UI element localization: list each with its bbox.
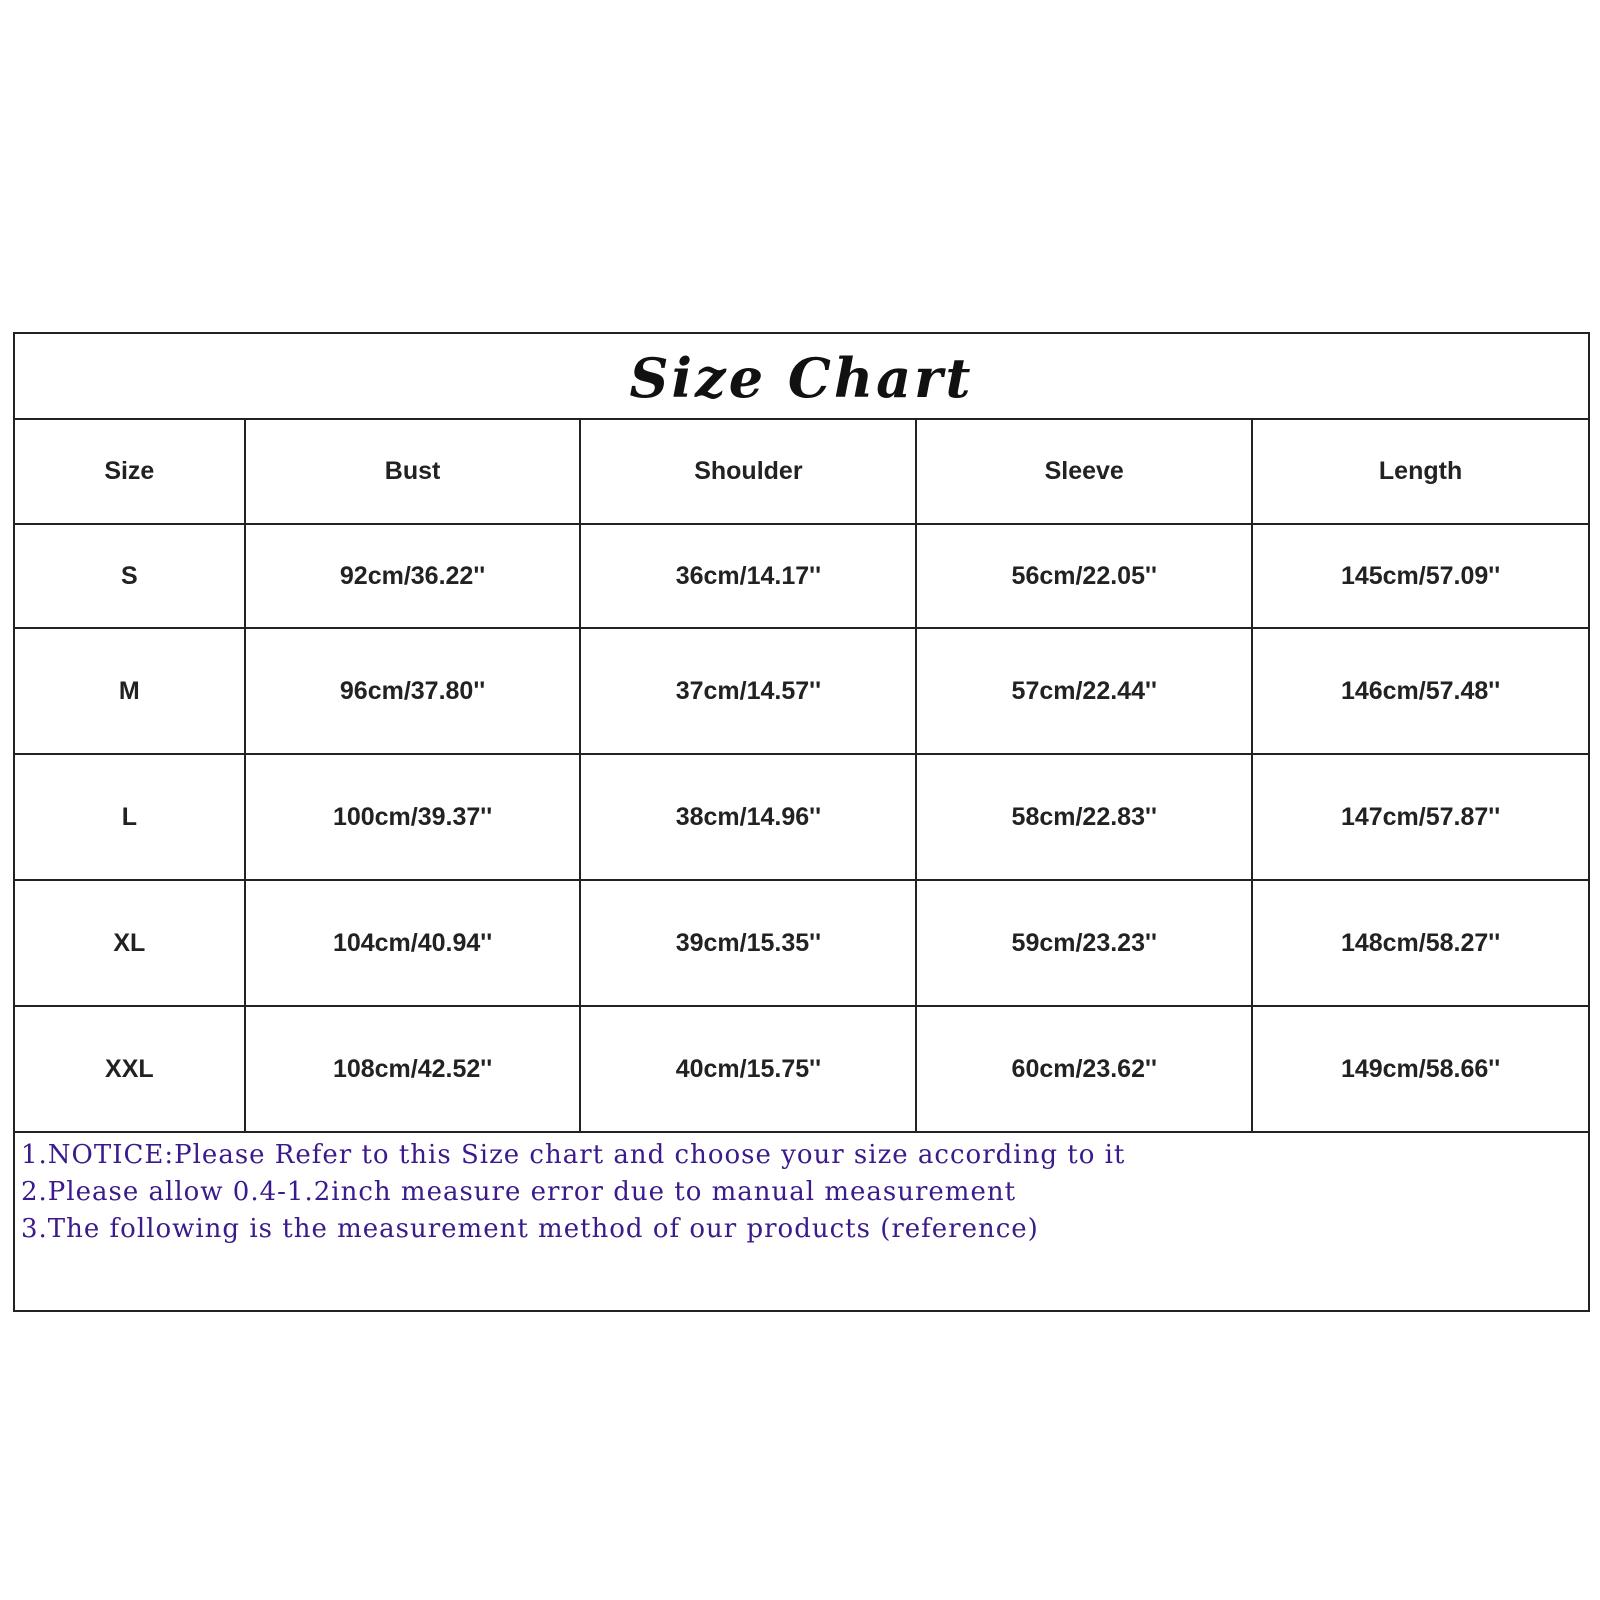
header-size: Size <box>15 420 245 524</box>
cell-length: 148cm/58.27'' <box>1252 880 1588 1006</box>
cell-sleeve: 57cm/22.44'' <box>916 628 1252 754</box>
cell-sleeve: 59cm/23.23'' <box>916 880 1252 1006</box>
cell-shoulder: 38cm/14.96'' <box>580 754 916 880</box>
cell-size: S <box>15 524 245 628</box>
note-line: 3.The following is the measurement method of our products (reference) <box>21 1214 1039 1244</box>
cell-shoulder: 37cm/14.57'' <box>580 628 916 754</box>
header-bust: Bust <box>245 420 581 524</box>
cell-length: 146cm/57.48'' <box>1252 628 1588 754</box>
header-length: Length <box>1252 420 1588 524</box>
cell-shoulder: 39cm/15.35'' <box>580 880 916 1006</box>
cell-shoulder: 40cm/15.75'' <box>580 1006 916 1132</box>
cell-sleeve: 58cm/22.83'' <box>916 754 1252 880</box>
note-line: 2.Please allow 0.4-1.2inch measure error due to manual measurement <box>21 1177 1017 1207</box>
cell-bust: 92cm/36.22'' <box>245 524 581 628</box>
cell-size: L <box>15 754 245 880</box>
cell-bust: 108cm/42.52'' <box>245 1006 581 1132</box>
cell-size: M <box>15 628 245 754</box>
cell-bust: 100cm/39.37'' <box>245 754 581 880</box>
notes-section <box>15 1133 1588 1248</box>
header-sleeve: Sleeve <box>916 420 1252 524</box>
table-row <box>15 524 1588 628</box>
table-row <box>15 754 1588 880</box>
table-row <box>15 880 1588 1006</box>
cell-sleeve: 60cm/23.62'' <box>916 1006 1252 1132</box>
cell-bust: 104cm/40.94'' <box>245 880 581 1006</box>
cell-length: 145cm/57.09'' <box>1252 524 1588 628</box>
cell-bust: 96cm/37.80'' <box>245 628 581 754</box>
table-header-row <box>15 420 1588 524</box>
cell-size: XL <box>15 880 245 1006</box>
cell-length: 149cm/58.66'' <box>1252 1006 1588 1132</box>
table-row <box>15 628 1588 754</box>
cell-size: XXL <box>15 1006 245 1132</box>
title-row <box>15 334 1588 420</box>
cell-shoulder: 36cm/14.17'' <box>580 524 916 628</box>
chart-title: Size Chart <box>629 346 974 410</box>
cell-length: 147cm/57.87'' <box>1252 754 1588 880</box>
table-row <box>15 1006 1588 1132</box>
size-chart <box>13 332 1590 1312</box>
cell-sleeve: 56cm/22.05'' <box>916 524 1252 628</box>
note-line: 1.NOTICE:Please Refer to this Size chart and choose your size according to it <box>21 1140 1126 1170</box>
size-table <box>15 420 1588 1133</box>
header-shoulder: Shoulder <box>580 420 916 524</box>
